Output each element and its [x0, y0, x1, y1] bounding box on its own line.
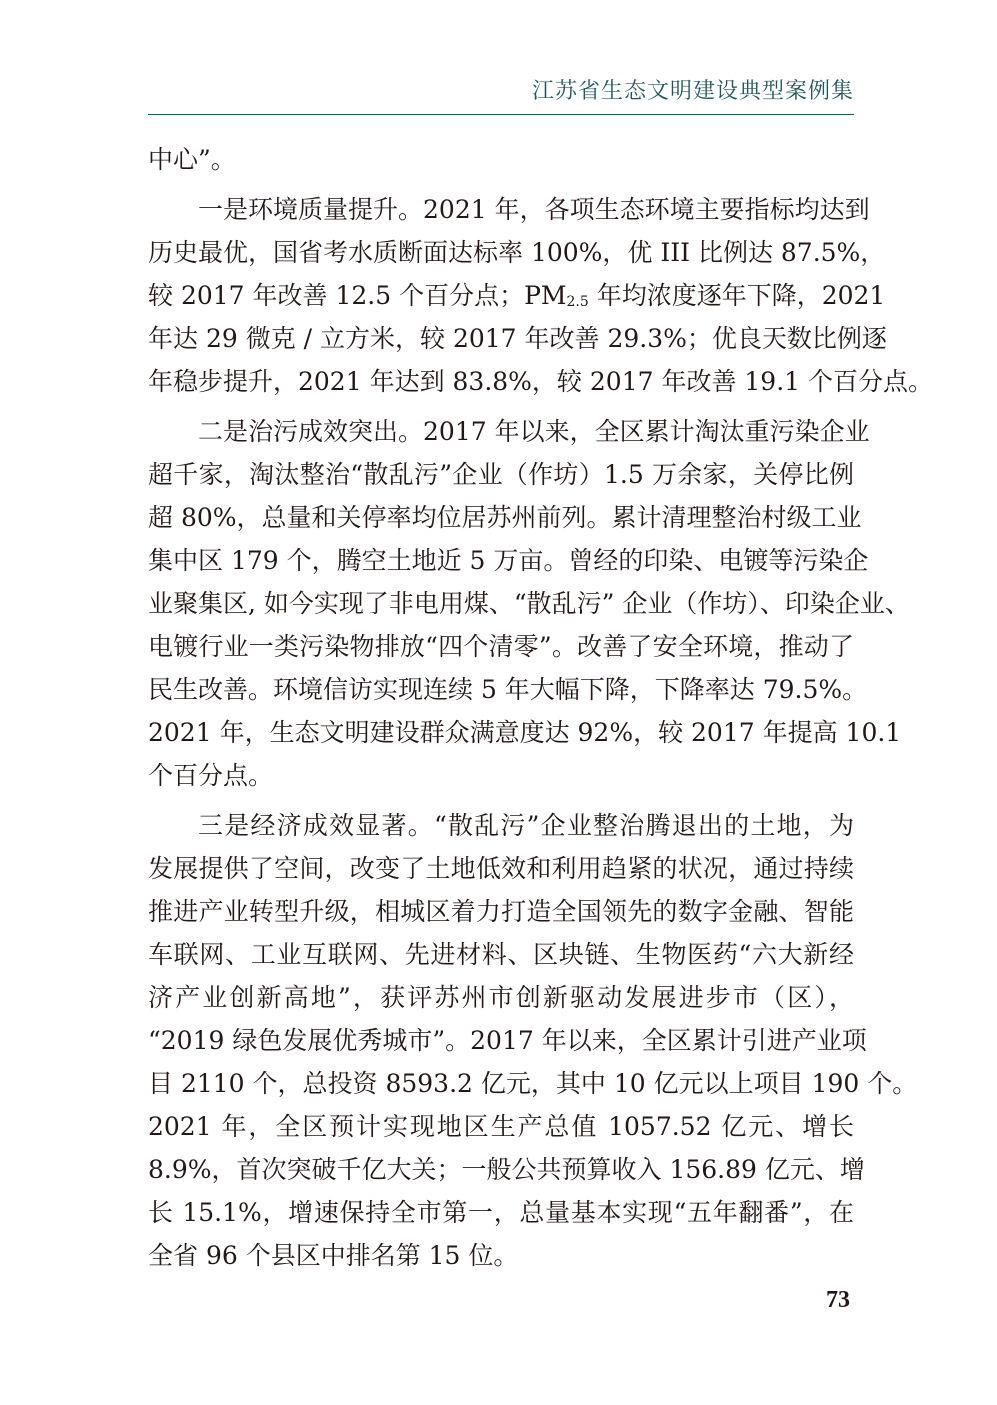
header-rule — [148, 114, 854, 115]
text-line: “2019 绿色发展优秀城市”。2017 年以来，全区累计引进产业项 — [148, 1026, 867, 1055]
text-line: 2021 年，全区预计实现地区生产总值 1057.52 亿元、增长 — [148, 1112, 854, 1141]
text-span: 2017 年以来，全区累计淘汰重污染企业 — [423, 417, 870, 446]
text-line: 个百分点。 — [148, 761, 274, 790]
paragraph-lead-heading: 一是环境质量提升。 — [198, 195, 424, 224]
text-line: 业聚集区, 如今实现了非电用煤、“散乱污” 企业（作坊）、印染企业、 — [148, 589, 910, 618]
text-span: 年均浓度逐年下降，2021 — [588, 281, 886, 310]
body-text — [148, 138, 934, 1277]
text-line: 推进产业转型升级，相城区着力打造全国领先的数字金融、智能 — [148, 897, 854, 926]
running-header-title: 江苏省生态文明建设典型案例集 — [531, 79, 854, 104]
text-line: 济产业创新高地”，获评苏州市创新驱动发展进步市（区）， — [148, 983, 854, 1012]
subscript: 2.5 — [566, 294, 589, 310]
paragraph-lead-heading: 二是治污成效突出。 — [198, 417, 424, 446]
text-line: 8.9%，首次突破千亿大关；一般公共预算收入 156.89 亿元、增 — [148, 1155, 865, 1184]
text-span: 2021 年，各项生态环境主要指标均达到 — [423, 195, 870, 224]
text-line: 超 80%，总量和关停率均位居苏州前列。累计清理整治村级工业 — [148, 503, 862, 532]
paragraph-line — [148, 410, 870, 453]
text-span: “散乱污”企业整治腾退出的土地，为 — [433, 811, 854, 840]
text-line — [148, 274, 886, 317]
text-line: 电镀行业一类污染物排放“四个清零”。改善了安全环境，推动了 — [148, 632, 854, 661]
text-line: 中心”。 — [148, 145, 236, 174]
text-line: 车联网、工业互联网、先进材料、区块链、生物医药“六大新经 — [148, 940, 854, 969]
paragraph-line — [148, 804, 854, 847]
text-line: 全省 96 个县区中排名第 15 位。 — [148, 1241, 519, 1270]
text-line: 2021 年，生态文明建设群众满意度达 92%，较 2017 年提高 10.1 — [148, 718, 902, 747]
page-number: 73 — [826, 1287, 850, 1313]
text-span: 较 2017 年改善 12.5 个百分点；PM — [148, 281, 567, 310]
text-line: 年达 29 微克 / 立方米，较 2017 年改善 29.3%；优良天数比例逐 — [148, 324, 887, 353]
text-line: 年稳步提升，2021 年达到 83.8%，较 2017 年改善 19.1 个百分点。 — [148, 367, 934, 396]
paragraph-line — [148, 188, 870, 231]
text-line: 目 2110 个，总投资 8593.2 亿元，其中 10 亿元以上项目 190 个。 — [148, 1069, 918, 1098]
text-line: 历史最优，国省考水质断面达标率 100%，优 III 比例达 87.5%， — [148, 238, 886, 267]
text-line: 集中区 179 个，腾空土地近 5 万亩。曾经的印染、电镀等污染企 — [148, 546, 869, 575]
paragraph-lead-heading: 三是经济成效显著。 — [198, 811, 434, 840]
text-line: 超千家，淘汰整治“散乱污”企业（作坊）1.5 万余家，关停比例 — [148, 460, 854, 489]
text-line: 长 15.1%，增速保持全市第一，总量基本实现“五年翻番”，在 — [148, 1198, 854, 1227]
text-line: 发展提供了空间，改变了土地低效和利用趋紧的状况，通过持续 — [148, 854, 854, 883]
text-line: 民生改善。环境信访实现连续 5 年大幅下降，下降率达 79.5%。 — [148, 675, 868, 704]
